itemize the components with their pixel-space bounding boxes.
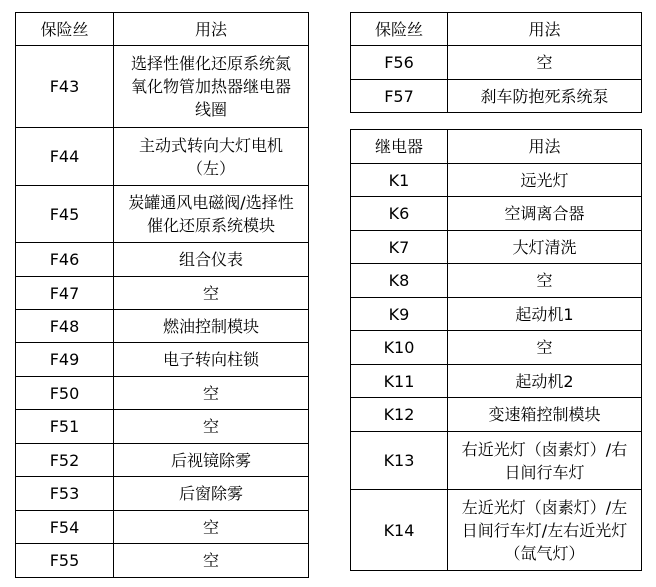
fuse-usage: 后窗除雾 — [114, 477, 309, 511]
fuse-id: F54 — [16, 511, 114, 544]
usage-text: 右近光灯（卤素灯）/右日间行车灯 — [461, 439, 628, 482]
relay-usage: 空 — [448, 264, 642, 298]
relay-id: K12 — [351, 398, 448, 432]
column-header-fuse: 保险丝 — [16, 13, 114, 46]
table-row — [16, 410, 309, 444]
fuse-usage: 空 — [114, 544, 309, 578]
table-row — [351, 80, 642, 113]
table-row — [351, 365, 642, 398]
relay-usage — [448, 490, 642, 571]
fuse-id: F43 — [16, 46, 114, 128]
fuse-usage: 燃油控制模块 — [114, 310, 309, 343]
relay-id: K1 — [351, 164, 448, 197]
table-row — [16, 277, 309, 310]
fuse-id: F47 — [16, 277, 114, 310]
fuse-id: F55 — [16, 544, 114, 578]
fuse-id: F46 — [16, 243, 114, 277]
usage-text: 左近光灯（卤素灯）/左日间行车灯/左右近光灯（氙气灯） — [461, 497, 628, 563]
relay-usage: 起动机2 — [448, 365, 642, 398]
relay-id: K11 — [351, 365, 448, 398]
table-row — [16, 46, 309, 128]
fuse-usage: 后视镜除雾 — [114, 444, 309, 477]
fuse-table-right — [350, 12, 642, 113]
fuse-id: F50 — [16, 377, 114, 410]
table-row — [16, 128, 309, 186]
table-row — [16, 243, 309, 277]
relay-usage: 远光灯 — [448, 164, 642, 197]
fuse-usage — [114, 186, 309, 243]
relay-table — [350, 129, 642, 571]
table-row — [351, 331, 642, 365]
table-row — [351, 398, 642, 432]
fuse-id: F52 — [16, 444, 114, 477]
table-row — [351, 46, 642, 80]
fuse-usage: 刹车防抱死系统泵 — [448, 80, 642, 113]
relay-usage: 空调离合器 — [448, 197, 642, 231]
column-header-fuse: 保险丝 — [351, 13, 448, 46]
table-row — [351, 298, 642, 331]
fuse-id: F45 — [16, 186, 114, 243]
usage-text: 主动式转向大灯电机（左） — [138, 135, 283, 178]
relay-id: K7 — [351, 231, 448, 264]
fuse-id: F53 — [16, 477, 114, 511]
relay-usage: 空 — [448, 331, 642, 365]
relay-id: K8 — [351, 264, 448, 298]
table-row — [16, 544, 309, 578]
table-row — [351, 432, 642, 490]
table-row — [16, 377, 309, 410]
relay-usage — [448, 432, 642, 490]
fuse-usage: 空 — [114, 511, 309, 544]
usage-text: 选择性催化还原系统氮氧化物管加热器继电器线圈 — [130, 54, 291, 119]
table-row — [351, 197, 642, 231]
table-row — [16, 477, 309, 511]
fuse-id: F56 — [351, 46, 448, 80]
table-row — [16, 343, 309, 377]
column-header-usage: 用法 — [448, 13, 642, 46]
table-row — [16, 511, 309, 544]
fuse-usage: 空 — [114, 277, 309, 310]
fuse-usage — [114, 128, 309, 186]
fuse-usage: 空 — [114, 410, 309, 444]
column-header-usage: 用法 — [448, 130, 642, 164]
fuse-id: F44 — [16, 128, 114, 186]
usage-text: 炭罐通风电磁阀/选择性催化还原系统模块 — [128, 193, 294, 235]
table-row — [16, 310, 309, 343]
relay-id: K6 — [351, 197, 448, 231]
column-header-relay: 继电器 — [351, 130, 448, 164]
relay-usage: 起动机1 — [448, 298, 642, 331]
fuse-usage — [114, 46, 309, 128]
relay-usage: 大灯清洗 — [448, 231, 642, 264]
fuse-table-left — [15, 12, 309, 578]
fuse-id: F51 — [16, 410, 114, 444]
table-row — [351, 164, 642, 197]
relay-usage: 变速箱控制模块 — [448, 398, 642, 432]
relay-id: K10 — [351, 331, 448, 365]
fuse-usage: 空 — [448, 46, 642, 80]
table-row — [351, 264, 642, 298]
fuse-id: F48 — [16, 310, 114, 343]
fuse-usage: 组合仪表 — [114, 243, 309, 277]
table-row — [16, 186, 309, 243]
relay-id: K14 — [351, 490, 448, 571]
column-header-usage: 用法 — [114, 13, 309, 46]
relay-id: K13 — [351, 432, 448, 490]
table-row — [16, 444, 309, 477]
table-row — [351, 231, 642, 264]
relay-id: K9 — [351, 298, 448, 331]
fuse-id: F49 — [16, 343, 114, 377]
table-row — [351, 490, 642, 571]
fuse-id: F57 — [351, 80, 448, 113]
fuse-usage: 空 — [114, 377, 309, 410]
fuse-usage: 电子转向柱锁 — [114, 343, 309, 377]
